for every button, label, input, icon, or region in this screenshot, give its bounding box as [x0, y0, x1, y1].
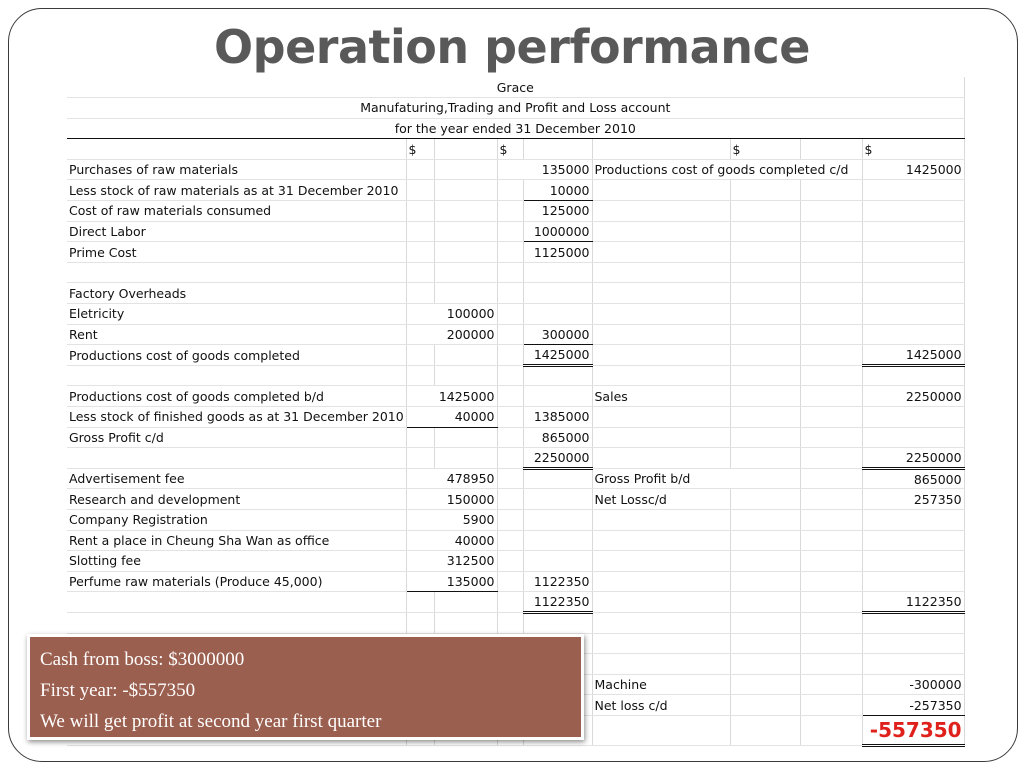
table-row [67, 592, 964, 613]
row-label: Prime Cost [67, 242, 406, 263]
row-label-right: Sales [592, 386, 730, 407]
table-row [67, 283, 964, 304]
account-name: Manufaturing,Trading and Profit and Loss account [67, 98, 964, 119]
currency-label: $ [862, 139, 964, 160]
cell-value: 135000 [406, 571, 497, 592]
table-row [67, 551, 964, 572]
table-row [67, 427, 964, 448]
cell-value: 100000 [406, 304, 497, 325]
cell-value-right: 2250000 [862, 386, 964, 407]
cell-value-right: -300000 [862, 674, 964, 695]
cell-value: 10000 [523, 180, 592, 201]
row-label-right: Gross Profit b/d [592, 468, 800, 489]
blank-row [67, 262, 964, 283]
table-row [67, 159, 964, 180]
cell-value: 200000 [406, 324, 497, 345]
cell-value: 865000 [523, 427, 592, 448]
table-row [67, 345, 964, 366]
table-row [67, 386, 964, 407]
cell-value: 150000 [406, 489, 497, 510]
row-label: Company Registration [67, 509, 406, 530]
row-label: Purchases of raw materials [67, 159, 406, 180]
cell-value-right: 1122350 [862, 592, 964, 613]
table-row [67, 201, 964, 222]
cell-value: 478950 [406, 468, 497, 489]
row-label: Less stock of finished goods as at 31 December 2010 [67, 407, 406, 428]
note-callout [27, 634, 584, 740]
row-label: Gross Profit c/d [67, 427, 406, 448]
table-row [67, 530, 964, 551]
cell-value: 1425000 [406, 386, 497, 407]
note-first-year: First year: -$557350 [40, 680, 196, 701]
cell-value-right: 257350 [862, 489, 964, 510]
row-label-right: Machine [592, 674, 730, 695]
account-period: for the year ended 31 December 2010 [67, 118, 964, 139]
row-label: Eletricity [67, 304, 406, 325]
row-label: Advertisement fee [67, 468, 406, 489]
cell-value-right: 2250000 [862, 448, 964, 469]
row-label: Rent [67, 324, 406, 345]
cell-value-right: 1425000 [862, 159, 964, 180]
cell-value-right: 865000 [862, 468, 964, 489]
row-label: Rent a place in Cheung Sha Wan as office [67, 530, 406, 551]
row-label: Productions cost of goods completed [67, 345, 406, 366]
blank-row [67, 365, 964, 386]
row-label-right: Net Lossc/d [592, 489, 730, 510]
cell-value: 1385000 [523, 407, 592, 428]
cell-value: 300000 [523, 324, 592, 345]
header-account-row [67, 98, 964, 119]
cell-value: 1125000 [523, 242, 592, 263]
table-row [67, 180, 964, 201]
blank-row [67, 612, 964, 633]
note-cash-from-boss: Cash from boss: $3000000 [40, 649, 245, 670]
table-row [67, 221, 964, 242]
currency-label: $ [406, 139, 434, 160]
currency-label: $ [730, 139, 800, 160]
cell-value: 40000 [406, 530, 497, 551]
header-period-row [67, 118, 964, 139]
table-row [67, 509, 964, 530]
cell-value: 1425000 [523, 345, 592, 366]
table-row [67, 407, 964, 428]
row-label: Slotting fee [67, 551, 406, 572]
row-label-right: Net loss c/d [592, 695, 730, 716]
cell-value-right: -257350 [862, 695, 964, 716]
cell-value: 1122350 [523, 592, 592, 613]
currency-label: $ [497, 139, 523, 160]
cell-value: 135000 [497, 159, 592, 180]
table-row [67, 571, 964, 592]
table-row [67, 448, 964, 469]
table-row [67, 242, 964, 263]
row-label: Cost of raw materials consumed [67, 201, 406, 222]
row-label: Less stock of raw materials as at 31 December 2010 [67, 180, 406, 201]
company-name: Grace [67, 77, 964, 98]
cell-value: 312500 [406, 551, 497, 572]
cell-value: 5900 [406, 509, 497, 530]
table-row [67, 324, 964, 345]
net-loss-total: -557350 [862, 715, 964, 745]
row-label: Perfume raw materials (Produce 45,000) [67, 571, 406, 592]
table-row [67, 468, 964, 489]
cell-value: 1122350 [523, 571, 592, 592]
table-row [67, 304, 964, 325]
note-profit-forecast: We will get profit at second year first quarter [40, 711, 382, 732]
table-row [67, 489, 964, 510]
cell-value: 2250000 [523, 448, 592, 469]
cell-value: 1000000 [523, 221, 592, 242]
row-label-right: Productions cost of goods completed c/d [592, 159, 862, 180]
row-label: Factory Overheads [67, 283, 406, 304]
row-label: Research and development [67, 489, 406, 510]
slide-title: Operation performance [214, 20, 810, 74]
row-label: Direct Labor [67, 221, 406, 242]
cell-value-right: 1425000 [862, 345, 964, 366]
header-company-row [67, 77, 964, 98]
cell-value: 40000 [406, 407, 497, 428]
row-label: Productions cost of goods completed b/d [67, 386, 406, 407]
cell-value: 125000 [523, 201, 592, 222]
currency-row [67, 139, 964, 160]
